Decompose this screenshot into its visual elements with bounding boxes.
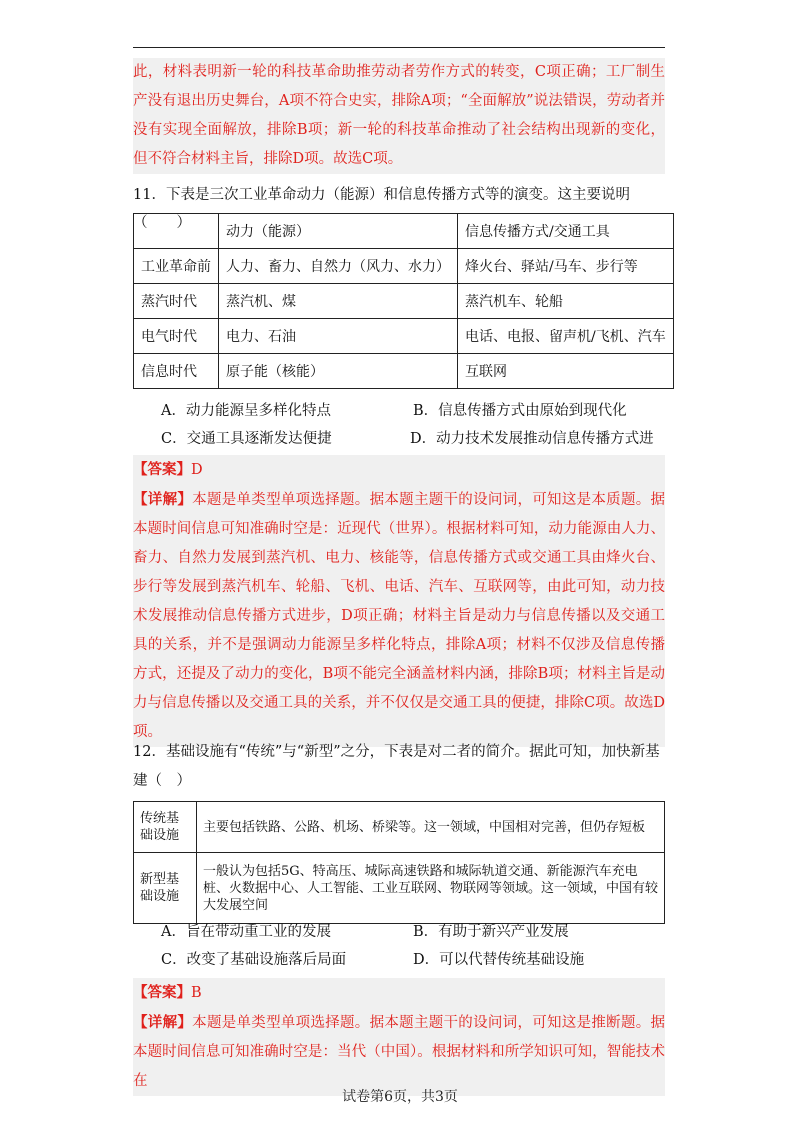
table-cell: [134, 214, 219, 249]
detail-label: 【详解】: [133, 491, 193, 508]
header-rule: [133, 47, 665, 48]
table-cell: 电话、电报、留声机/飞机、汽车: [458, 319, 674, 354]
table-cell: 传统基础设施: [134, 802, 197, 853]
table-cell: 信息传播方式/交通工具: [458, 214, 674, 249]
detail-body: 本题是单类型单项选择题。据本题主题干的设问词，可知这是本质题。据本题时间信息可知准确时空是：近现代（世界）。根据材料可知，动力能源由人力、畜力、自然力发展到蒸汽机、电力、核能等，信息传播方式或交通工具由烽火台、步行等发展到蒸汽机车、轮船、飞机、电话、汽车、互联网等，由此可知，动力技术发展推动信息传播方式进步，D项正确；材料主旨是动力与信息传播以及交通工具的关系，并不是强调动力能源呈多样化特点，排除A项；材料不仅涉及信息传播方式，还提及了动力的变化，B项不能完全涵盖材料内涵，排除B项；材料主旨是动力与信息传播以及交通工具的关系，并不仅仅是交通工具的便捷，排除C项。故选D项。: [133, 492, 666, 740]
answer-line: [133, 455, 665, 485]
answer-label: 【答案】: [133, 984, 191, 1001]
option-c: C．交通工具逐渐发达便捷: [161, 431, 332, 447]
page-footer: 试卷第6页，共3页: [342, 1089, 458, 1105]
table-row: [134, 354, 674, 389]
table-header-row: [134, 214, 674, 249]
answer-label: 【答案】: [133, 461, 191, 478]
detail-body: 本题是单类型单项选择题。据本题主题干的设问词，可知这是推断题。据本题时间信息可知准确时空是：当代（中国）。根据材料和所学知识可知，智能技术在: [133, 1015, 666, 1089]
table-cell: 蒸汽机、煤: [219, 284, 458, 319]
table-row: [134, 249, 674, 284]
option-c: C．改变了基础设施落后局面: [161, 952, 347, 968]
question-12-table-wrap: [133, 801, 665, 924]
table-cell: 原子能（核能）: [219, 354, 458, 389]
table-row: [134, 319, 674, 354]
table-cell: 信息时代: [134, 354, 219, 389]
table-cell: 烽火台、驿站/马车、步行等: [458, 249, 674, 284]
question-11-table: [133, 213, 674, 389]
prev-explanation: 此，材料表明新一轮的科技革命助推劳动者劳作方式的转变，C项正确；工厂制生产没有退出历史舞台，A项不符合史实，排除A项；“全面解放”说法错误，劳动者并没有实现全面解放，排除B项；新一轮的科技革命推动了社会结构出现新的变化，但不符合材料主旨，排除D项。故选C项。: [133, 64, 665, 167]
answer-value: D: [191, 462, 203, 478]
table-cell: 互联网: [458, 354, 674, 389]
option-d: D．动力技术发展推动信息传播方式进: [409, 431, 654, 447]
table-cell: 新型基础设施: [134, 853, 197, 924]
option-b: B．信息传播方式由原始到现代化: [413, 403, 627, 419]
question-12-table: [133, 801, 665, 924]
table-row: [134, 802, 665, 853]
detail-label: 【详解】: [133, 1014, 193, 1031]
question-12-stem: 12．基础设施有“传统”与“新型”之分，下表是对二者的简介。据此可知，加快新基建（ ）: [133, 744, 660, 789]
table-cell: 蒸汽时代: [134, 284, 219, 319]
option-d: D．可以代替传统基础设施: [413, 952, 585, 968]
table-cell: 电力、石油: [219, 319, 458, 354]
question-12-options: [133, 918, 665, 974]
question-12-answer-box: [133, 978, 665, 1096]
prev-explanation-box: [133, 58, 665, 174]
option-a: A．动力能源呈多样化特点: [161, 403, 331, 419]
question-11-answer-box: [133, 455, 665, 747]
detail-text: [133, 1008, 665, 1096]
table-cell: 蒸汽机车、轮船: [458, 284, 674, 319]
option-b: B．有助于新兴产业发展: [413, 924, 569, 940]
table-row: [134, 284, 674, 319]
answer-value: B: [191, 985, 202, 1001]
table-row: [134, 853, 665, 924]
question-11-table-wrap: [133, 213, 665, 389]
table-cell: 人力、畜力、自然力（风力、水力）: [219, 249, 458, 284]
question-11-stem: 11．下表是三次工业革命动力（能源）和信息传播方式等的演变。这主要说明（ ）: [133, 187, 630, 231]
option-a: A．旨在带动重工业的发展: [161, 924, 331, 940]
table-cell: 主要包括铁路、公路、机场、桥梁等。这一领域，中国相对完善，但仍存短板: [197, 802, 665, 853]
table-cell: 电气时代: [134, 319, 219, 354]
table-cell: 工业革命前: [134, 249, 219, 284]
table-cell: 一般认为包括5G、特高压、城际高速铁路和城际轨道交通、新能源汽车充电桩、火数据中心、人工智能、工业互联网、物联网等领域。这一领域，中国有较大发展空间: [197, 853, 665, 924]
answer-line: [133, 978, 665, 1008]
detail-text: [133, 485, 665, 747]
table-cell: 动力（能源）: [219, 214, 458, 249]
